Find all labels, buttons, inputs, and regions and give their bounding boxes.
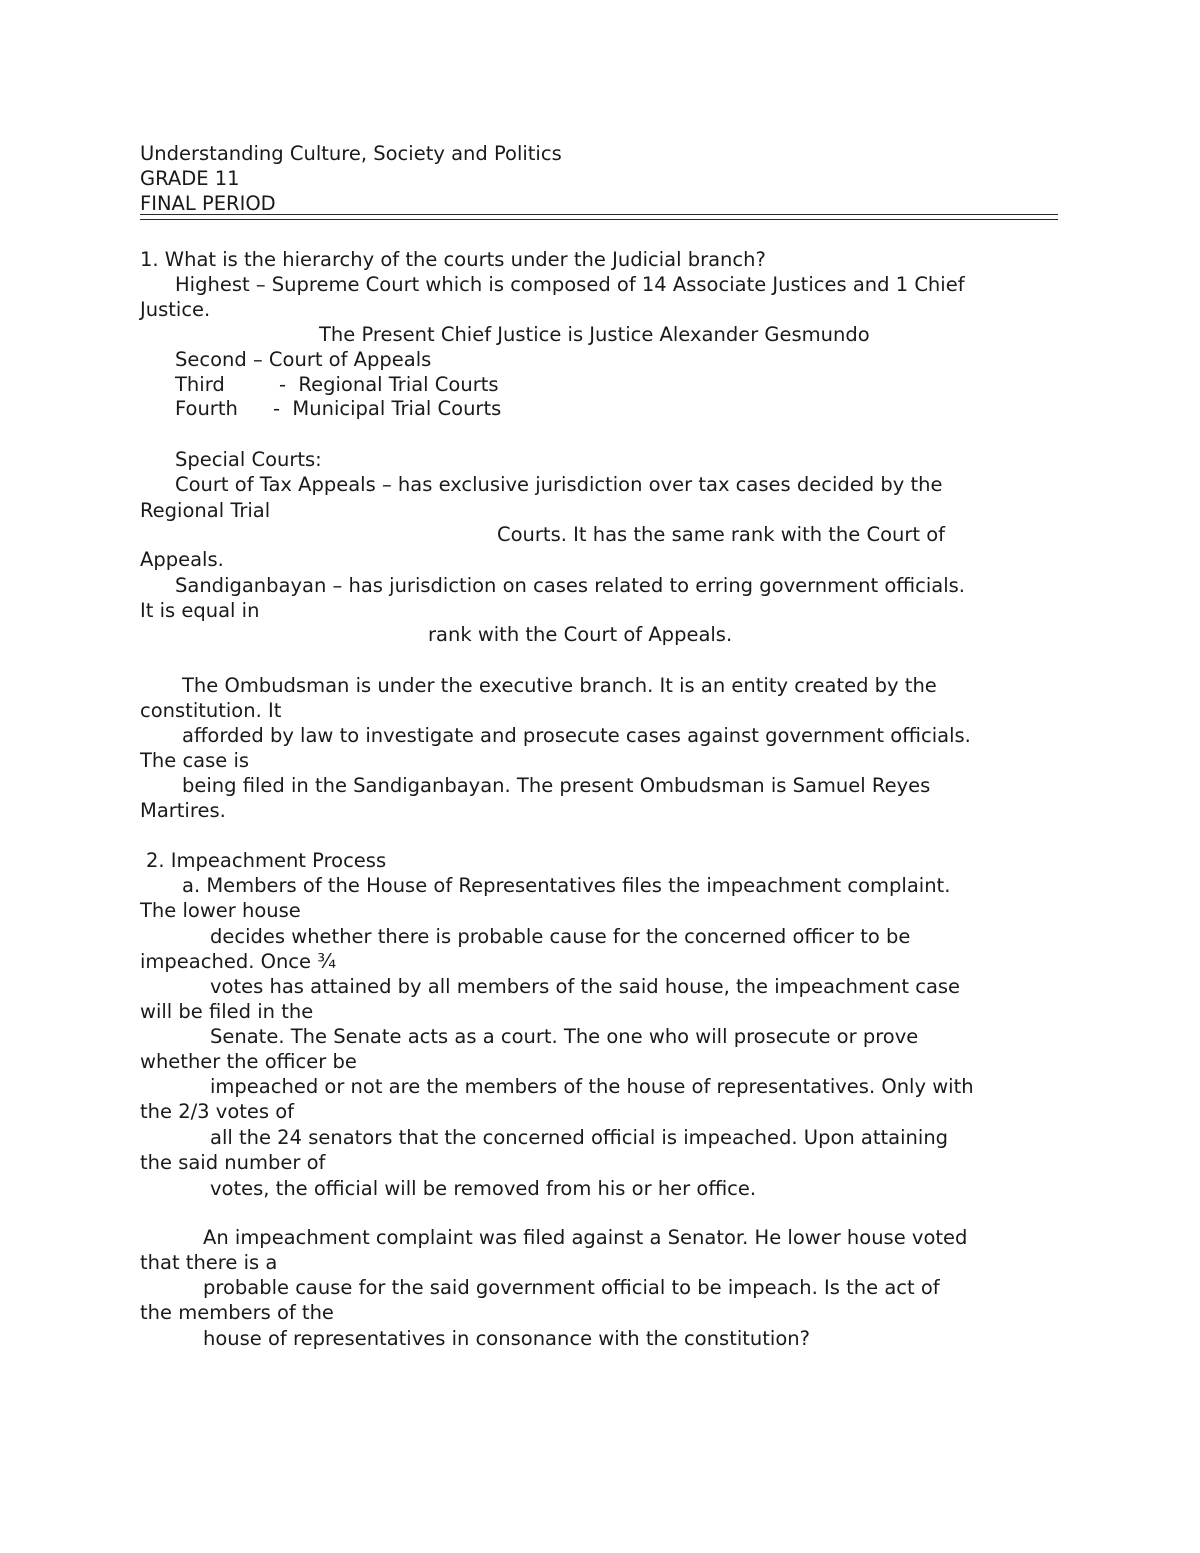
q1-fourth-label: Fourth: [175, 397, 238, 420]
q1-second: Second – Court of Appeals: [175, 348, 432, 371]
q1-fourth-value: - Municipal Trial Courts: [273, 397, 502, 420]
special-courts-heading: Special Courts:: [175, 448, 322, 471]
q2-a-line5: votes has attained by all members of the said house, the impeachment case: [210, 975, 961, 998]
q1-highest-line1: Highest – Supreme Court which is composed of 14 Associate Justices and 1 Chief: [175, 273, 965, 296]
cta-line1: Court of Tax Appeals – has exclusive jurisdiction over tax cases decided by the: [175, 473, 943, 496]
grade-label: GRADE 11: [140, 167, 240, 190]
q1-question: 1. What is the hierarchy of the courts under the Judicial branch?: [140, 248, 766, 271]
q1-third-value: - Regional Trial Courts: [279, 373, 499, 396]
q2-a-line7: Senate. The Senate acts as a court. The one who will prosecute or prove: [210, 1025, 919, 1048]
q2-a-line3: decides whether there is probable cause for the concerned officer to be: [210, 925, 911, 948]
ombudsman-line3: afforded by law to investigate and prosecute cases against government officials.: [182, 724, 971, 747]
case-line1: An impeachment complaint was filed against a Senator. He lower house voted: [203, 1226, 968, 1249]
case-line4: the members of the: [140, 1301, 334, 1324]
q1-chief-justice: The Present Chief Justice is Justice Alexander Gesmundo: [319, 323, 870, 346]
q2-heading: 2. Impeachment Process: [146, 849, 387, 872]
q2-a-line1: a. Members of the House of Representatives files the impeachment complaint.: [182, 874, 951, 897]
header-rule-top: [140, 214, 1058, 215]
ombudsman-line4: The case is: [140, 749, 250, 772]
case-line2: that there is a: [140, 1251, 278, 1274]
ombudsman-line2: constitution. It: [140, 699, 282, 722]
q1-highest-line2: Justice.: [140, 298, 211, 321]
ombudsman-line5: being filed in the Sandiganbayan. The present Ombudsman is Samuel Reyes: [182, 774, 931, 797]
q1-third-label: Third: [175, 373, 225, 396]
case-line5: house of representatives in consonance with the constitution?: [203, 1327, 810, 1350]
q2-a-line11: all the 24 senators that the concerned official is impeached. Upon attaining: [210, 1126, 949, 1149]
q2-a-line12: the said number of: [140, 1151, 326, 1174]
cta-line2: Regional Trial: [140, 499, 271, 522]
q2-a-line13: votes, the official will be removed from his or her office.: [210, 1177, 757, 1200]
header-rule-bottom: [140, 219, 1058, 220]
q2-a-line2: The lower house: [140, 899, 301, 922]
case-line3: probable cause for the said government official to be impeach. Is the act of: [203, 1276, 940, 1299]
ombudsman-line1: The Ombudsman is under the executive branch. It is an entity created by the: [182, 674, 937, 697]
cta-line4: Appeals.: [140, 548, 224, 571]
ombudsman-line6: Martires.: [140, 799, 226, 822]
sandiganbayan-line3: rank with the Court of Appeals.: [428, 623, 733, 646]
sandiganbayan-line1: Sandiganbayan – has jurisdiction on cases related to erring government officials.: [175, 574, 965, 597]
cta-line3: Courts. It has the same rank with the Court of: [497, 523, 946, 546]
q2-a-line10: the 2/3 votes of: [140, 1100, 295, 1123]
q2-a-line9: impeached or not are the members of the house of representatives. Only with: [210, 1075, 974, 1098]
sandiganbayan-line2: It is equal in: [140, 599, 260, 622]
q2-a-line8: whether the officer be: [140, 1050, 357, 1073]
q2-a-line6: will be filed in the: [140, 1000, 314, 1023]
q2-a-line4: impeached. Once ¾: [140, 950, 337, 973]
period-label: FINAL PERIOD: [140, 192, 276, 215]
subject-title: Understanding Culture, Society and Politics: [140, 142, 562, 165]
